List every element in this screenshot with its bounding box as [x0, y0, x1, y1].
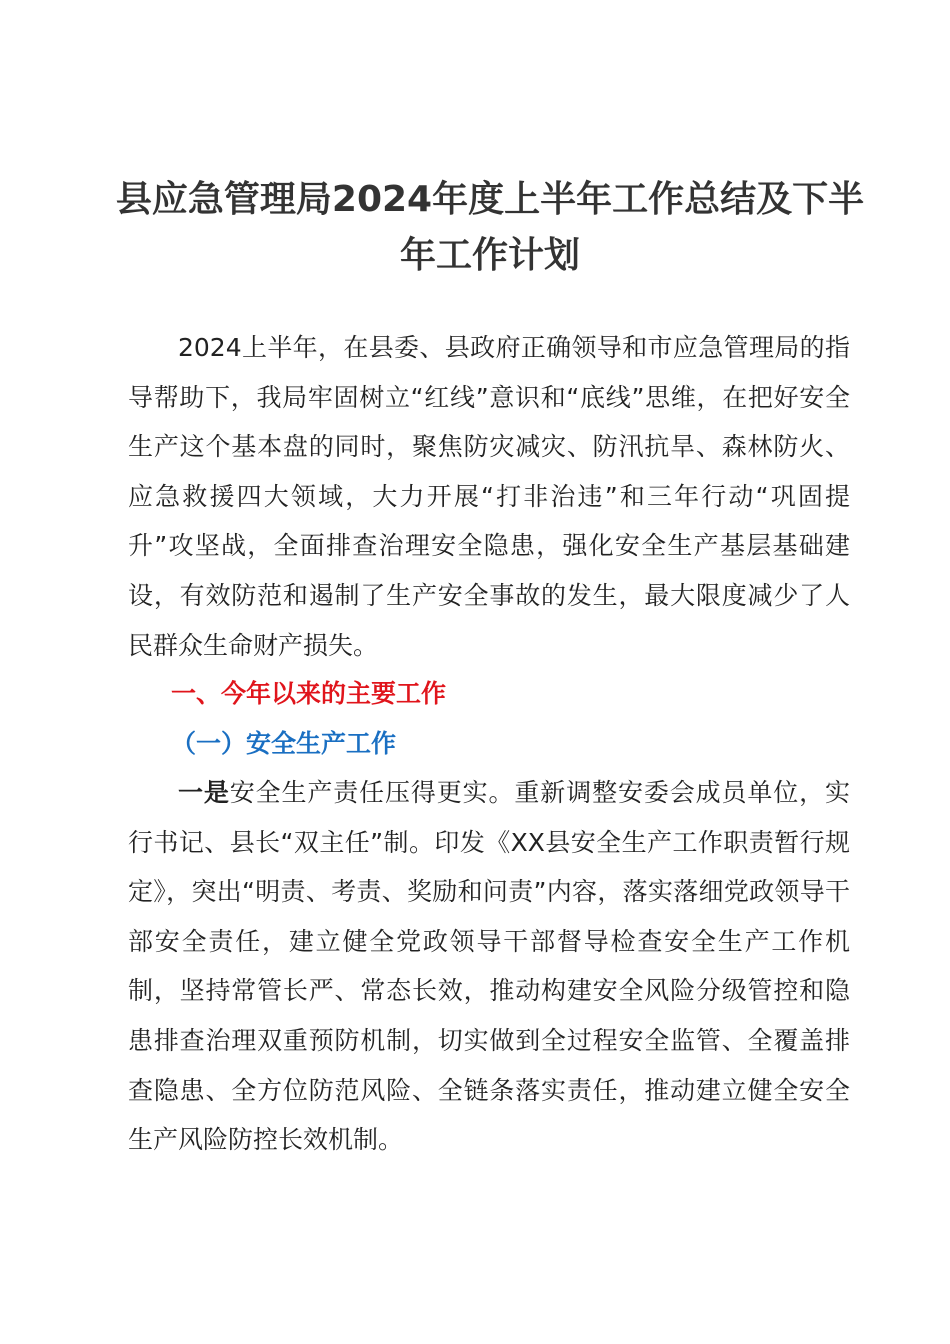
section-heading: 一、今年以来的主要工作: [171, 679, 447, 708]
paragraph-text: 安全生产责任压得更实。重新调整安委会成员单位，实行书记、县长“双主任”制。印发《XX县安全生产工作职责暂行规定》，突出“明责、考责、奖励和问责”内容，落实落细党政领导干部安全责任，建立健全党政领导干部督导检查安全生产工作机制，坚持常管长严、常态长效，推动构建安全风险分级管控和隐患排查治理双重预防机制，切实做到全过程安全监管、全覆盖排查隐患、全方位防范风险、全链条落实责任，推动建立健全安全生产风险防控长效机制。: [128, 778, 850, 1155]
intro-paragraph: 2024上半年，在县委、县政府正确领导和市应急管理局的指导帮助下，我局牢固树立“红线”意识和“底线”思维，在把好安全生产这个基本盘的同时，聚焦防灾减灾、防汛抗旱、森林防火、应急救援四大领域，大力开展“打非治违”和三年行动“巩固提升”攻坚战，全面排查治理安全隐患，强化安全生产基层基础建设，有效防范和遏制了生产安全事故的发生，最大限度减少了人民群众生命财产损失。: [128, 333, 850, 660]
subsection-heading: （一）安全生产工作: [171, 729, 397, 758]
body-paragraph: [128, 768, 850, 1165]
document-title: 县应急管理局2024年度上半年工作总结及下半年工作计划: [115, 179, 865, 276]
paragraph-lead: 一是: [178, 778, 230, 807]
